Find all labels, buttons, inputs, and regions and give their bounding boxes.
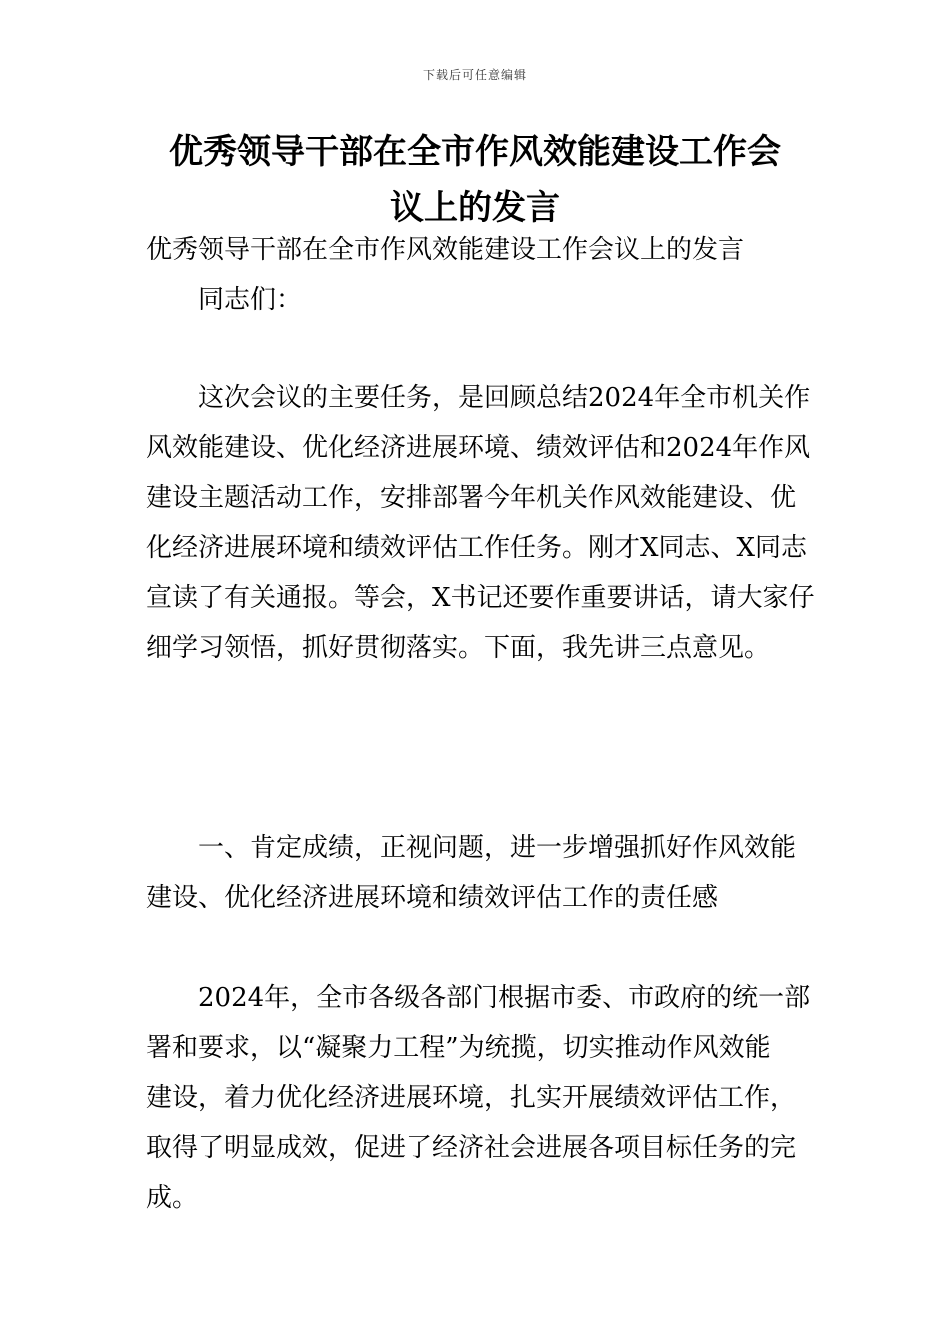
heading-line: 建设、优化经济进展环境和绩效评估工作的责任感 (146, 883, 719, 913)
document-title (140, 124, 810, 236)
paragraph-line: 取得了明显成效，促进了经济社会进展各项目标任务的完 (146, 1133, 797, 1163)
paragraph-line: 化经济进展环境和绩效评估工作任务。刚才X同志、X同志 (146, 533, 808, 563)
heading-line: 一、肯定成绩，正视问题，进一步增强抓好作风效能 (198, 833, 797, 863)
paragraph-line: 建设，着力优化经济进展环境，扎实开展绩效评估工作， (146, 1083, 797, 1113)
page-header-note: 下载后可任意编辑 (422, 68, 527, 82)
paragraph-line: 风效能建设、优化经济进展环境、绩效评估和2024年作风 (146, 433, 811, 463)
paragraph-line: 宣读了有关通报。等会，X书记还要作重要讲话，请大家仔 (146, 583, 815, 613)
paragraph-line: 建设主题活动工作，安排部署今年机关作风效能建设、优 (146, 483, 797, 513)
document-subtitle: 优秀领导干部在全市作风效能建设工作会议上的发言 (146, 235, 745, 265)
document-title-line: 优秀领导干部在全市作风效能建设工作会 (169, 132, 781, 172)
paragraph-line: 成。 (146, 1183, 199, 1213)
paragraph-line: 细学习领悟，抓好贯彻落实。下面，我先讲三点意见。 (146, 633, 771, 663)
paragraph-line: 署和要求，以“凝聚力工程”为统揽，切实推动作风效能 (146, 1033, 771, 1063)
document-title-line: 议上的发言 (390, 188, 560, 228)
greeting: 同志们： (198, 285, 303, 315)
paragraph-line: 2024年，全市各级各部门根据市委、市政府的统一部 (198, 983, 811, 1013)
paragraph-line: 这次会议的主要任务，是回顾总结2024年全市机关作 (198, 383, 811, 413)
